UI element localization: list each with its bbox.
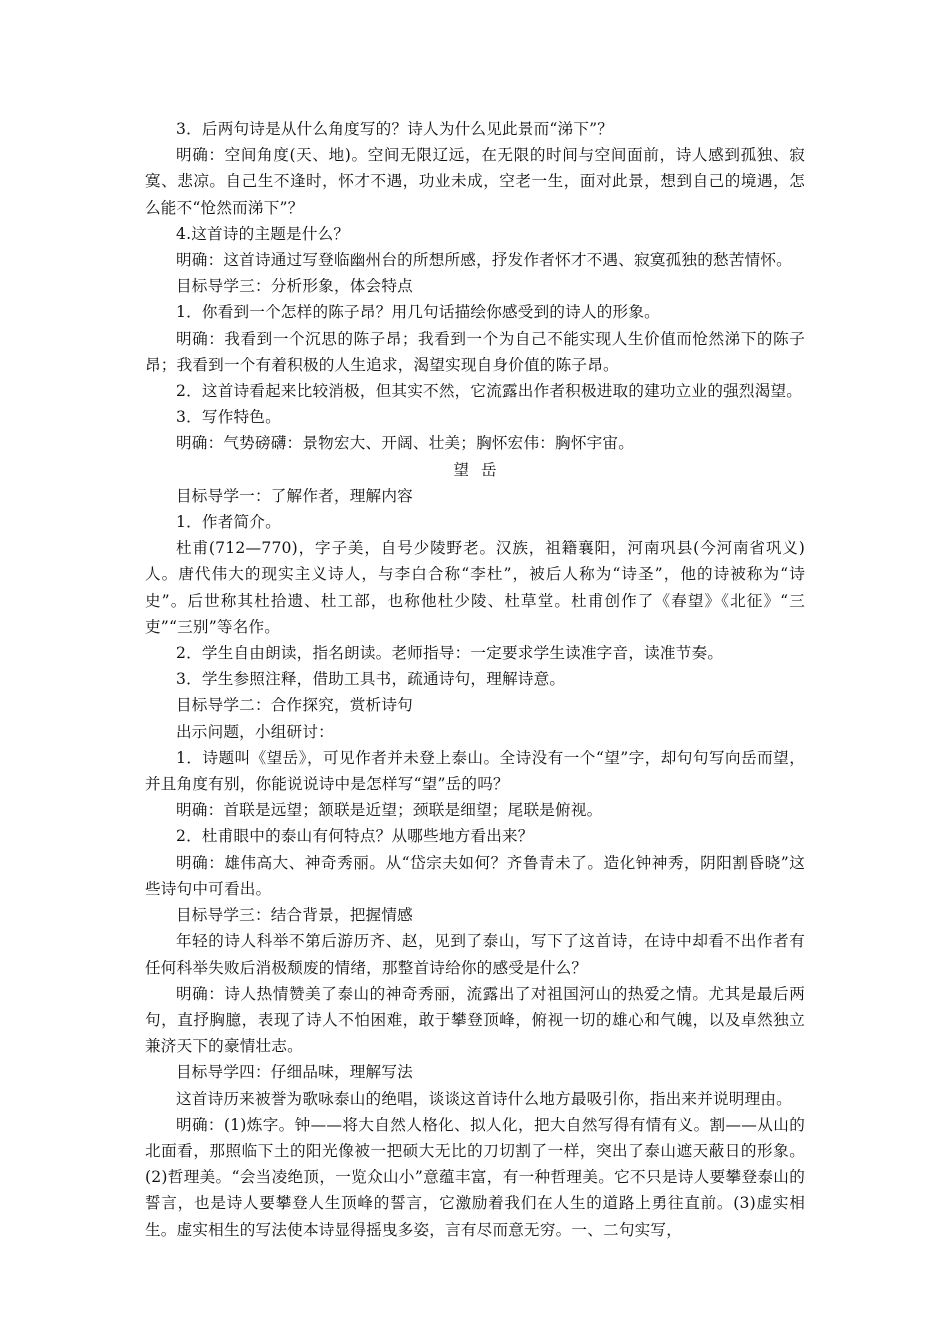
paragraph: 明确：空间角度(天、地)。空间无限辽远，在无限的时间与空间面前，诗人感到孤独、寂寞、悲凉。自己生不逢时，怀才不遇，功业未成，空老一生，面对此景，想到自己的境遇，怎么能不“怆然而涕下”？ — [145, 146, 805, 217]
section-heading: 目标导学一：了解作者，理解内容 — [176, 486, 413, 505]
paragraph: 2．杜甫眼中的泰山有何特点？从哪些地方看出来？ — [176, 827, 534, 846]
section-heading: 目标导学三：结合背景，把握情感 — [176, 906, 413, 925]
paragraph: 1．诗题叫《望岳》，可见作者并未登上泰山。全诗没有一个“望”字，却句句写向岳而望，并且角度有别，你能说说诗中是怎样写“望”岳的吗？ — [145, 748, 805, 794]
paragraph: 杜甫(712—770)，字子美，自号少陵野老。汉族，祖籍襄阳，河南巩县(今河南省巩义)人。唐代伟大的现实主义诗人，与李白合称“李杜”，被后人称为“诗圣”，他的诗被称为“诗史”。后世称其杜拾遗、杜工部，也称他杜少陵、杜草堂。杜甫创作了《春望》《北征》“三吏”“三别”等名作。 — [145, 539, 805, 636]
poem-title: 望岳 — [453, 460, 509, 479]
paragraph: 3．后两句诗是从什么角度写的？诗人为什么见此景而“涕下”？ — [176, 120, 614, 138]
paragraph: 4.这首诗的主题是什么？ — [176, 224, 350, 243]
paragraph: 3．写作特色。 — [176, 408, 281, 427]
paragraph: 3．学生参照注释，借助工具书，疏通诗句，理解诗意。 — [176, 670, 566, 689]
paragraph: 2．这首诗看起来比较消极，但其实不然，它流露出作者积极进取的建功立业的强烈渴望。 — [176, 382, 803, 401]
section-heading: 目标导学四：仔细品味，理解写法 — [176, 1063, 413, 1082]
paragraph: 明确：气势磅礴：景物宏大、开阔、壮美；胸怀宏伟：胸怀宇宙。 — [176, 434, 635, 453]
paragraph: 1．你看到一个怎样的陈子昂？用几句话描绘你感受到的诗人的形象。 — [176, 303, 660, 322]
paragraph: 出示问题，小组研讨： — [176, 722, 334, 741]
paragraph: 明确：诗人热情赞美了泰山的神奇秀丽，流露出了对祖国河山的热爱之情。尤其是最后两句，直抒胸臆，表现了诗人不怕困难，敢于攀登顶峰，俯视一切的雄心和气魄，以及卓然独立兼济天下的豪情壮志。 — [145, 984, 805, 1056]
section-heading: 目标导学二：合作探究，赏析诗句 — [176, 696, 413, 715]
paragraph: 明确：这首诗通过写登临幽州台的所想所感，抒发作者怀才不遇、寂寞孤独的愁苦情怀。 — [176, 251, 792, 270]
section-heading: 目标导学三：分析形象，体会特点 — [176, 277, 413, 296]
document-body — [145, 116, 805, 1243]
paragraph: 明确：首联是远望；颔联是近望；颈联是细望；尾联是俯视。 — [176, 801, 603, 820]
paragraph: 明确：(1)炼字。钟——将大自然人格化、拟人化，把大自然写得有情有义。割——从山的北面看，那照临下土的阳光像被一把硕大无比的刀切割了一样，突出了泰山遮天蔽日的形象。(2)哲理美。“会当凌绝顶，一览众山小”意蕴丰富，有一种哲理美。它不只是诗人要攀登泰山的誓言，也是诗人要攀登人生顶峰的誓言，它激励着我们在人生的道路上勇往直前。(3)虚实相生。虚实相生的写法使本诗显得摇曳多姿，言有尽而意无穷。一、二句实写， — [145, 1115, 805, 1239]
paragraph: 明确：雄伟高大、神奇秀丽。从“岱宗夫如何？齐鲁青未了。造化钟神秀，阴阳割昏晓”这些诗句中可看出。 — [145, 853, 805, 898]
paragraph: 明确：我看到一个沉思的陈子昂；我看到一个为自己不能实现人生价值而怆然涕下的陈子昂；我看到一个有着积极的人生追求，渴望实现自身价值的陈子昂。 — [145, 329, 805, 374]
paragraph: 年轻的诗人科举不第后游历齐、赵，见到了泰山，写下了这首诗，在诗中却看不出作者有任何科举失败后消极颓废的情绪，那整首诗给你的感受是什么？ — [145, 932, 805, 977]
paragraph: 2．学生自由朗读，指名朗读。老师指导：一定要求学生读准字音，读准节奏。 — [176, 644, 724, 663]
paragraph: 1．作者简介。 — [176, 513, 281, 532]
paragraph: 这首诗历来被誉为歌咏泰山的绝唱，谈谈这首诗什么地方最吸引你，指出来并说明理由。 — [176, 1089, 792, 1108]
